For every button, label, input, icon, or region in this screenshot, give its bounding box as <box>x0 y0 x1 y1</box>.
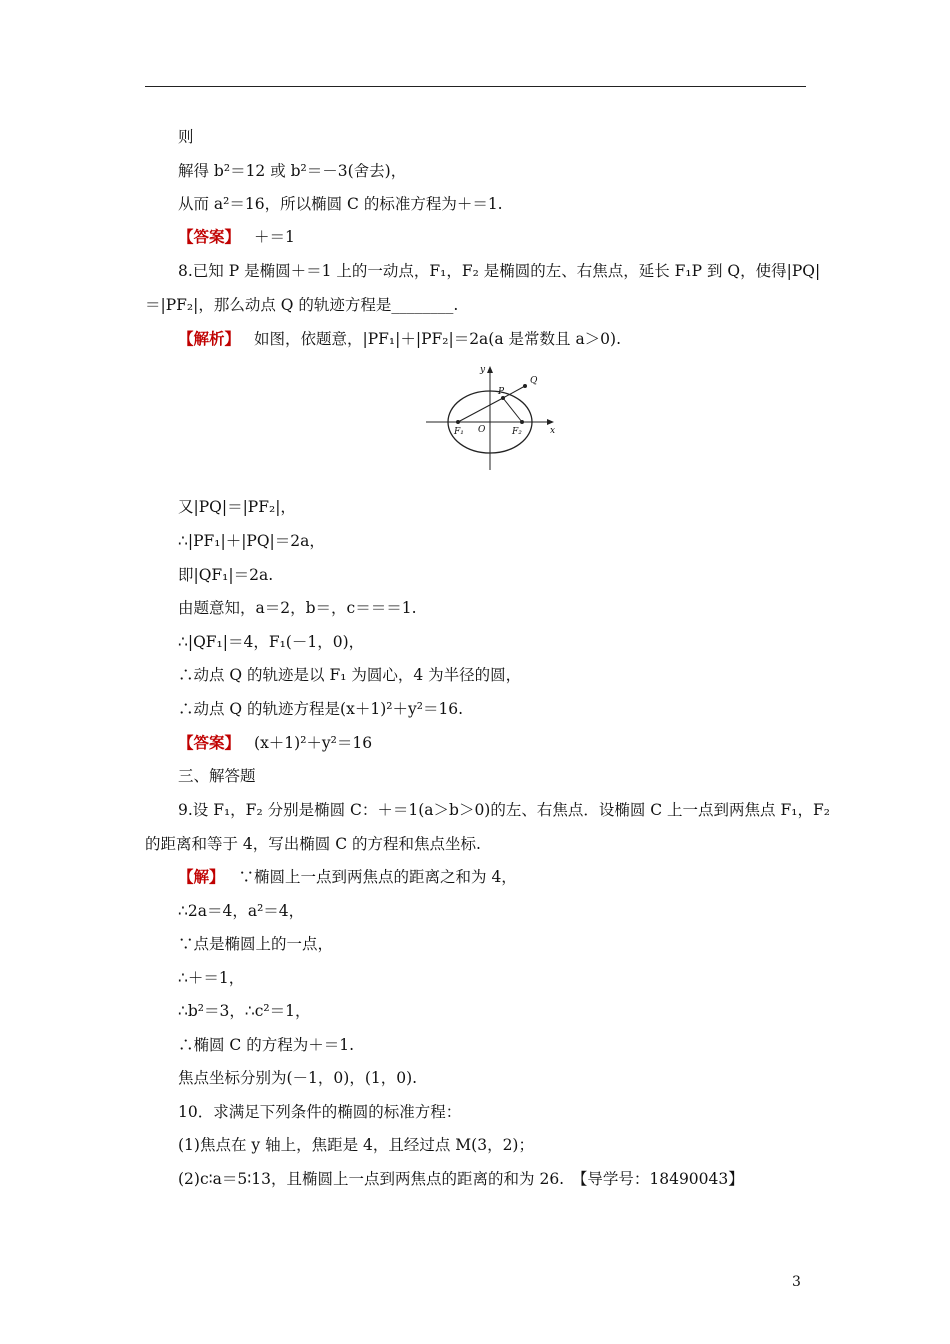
label-y: y <box>480 365 486 375</box>
x-axis-arrow <box>547 419 554 425</box>
text-line-9: ∴|PF₁|＋|PQ|＝2a， <box>178 532 325 550</box>
text-line-3: 从而 a²＝16，所以椭圆 C 的标准方程为＋＝1. <box>178 195 503 213</box>
question-8-line-2: ＝|PF₂|，那么动点 Q 的轨迹方程是________. <box>145 296 459 314</box>
answer-line-2: 【答案】 (x＋1)²＋y²＝16 <box>178 733 373 752</box>
segment-p-f2 <box>503 398 522 422</box>
answer-tag: 【答案】 <box>178 227 241 246</box>
section-heading: 三、解答题 <box>178 767 256 785</box>
text-line-2: 解得 b²＝12 或 b²＝－3(舍去)， <box>178 162 407 180</box>
solution-line: 【解】 ∵椭圆上一点到两焦点的距离之和为 4， <box>178 867 517 886</box>
text-line-10: 即|QF₁|＝2a. <box>178 566 274 584</box>
answer-line: 【答案】 ＋＝1 <box>178 227 295 246</box>
label-x: x <box>550 426 556 436</box>
text-line-1: 则 <box>178 128 194 146</box>
text-line-24: ∴椭圆 C 的方程为＋＝1. <box>178 1036 355 1054</box>
text-line-14: ∴动点 Q 的轨迹方程是(x＋1)²＋y²＝16. <box>178 700 464 718</box>
question-10-part-2: (2)c∶a＝5∶13，且椭圆上一点到两焦点的距离的和为 26. 【导学号：18490043】 <box>178 1170 744 1188</box>
header-rule <box>145 86 806 87</box>
point-q <box>523 384 527 388</box>
y-axis-arrow <box>487 366 493 373</box>
text-line-25: 焦点坐标分别为(－1，0)，(1，0). <box>178 1069 418 1087</box>
text-line-20: ∴2a＝4，a²＝4， <box>178 902 305 920</box>
question-9-line-1: 9.设 F₁，F₂ 分别是椭圆 C：＋＝1(a＞b＞0)的左、右焦点．设椭圆 C 上一点到两焦点 F₁，F₂ <box>178 801 830 819</box>
question-9-line-2: 的距离和等于 4，写出椭圆 C 的方程和焦点坐标. <box>145 835 481 853</box>
question-10-part-1: (1)焦点在 y 轴上，焦距是 4，且经过点 M(3，2)； <box>178 1136 534 1154</box>
point-f1 <box>456 420 460 424</box>
text-line-11: 由题意知，a＝2，b＝，c＝＝＝1. <box>178 599 417 617</box>
page-number: 3 <box>792 1274 801 1290</box>
text-line-13: ∴动点 Q 的轨迹是以 F₁ 为圆心，4 为半径的圆， <box>178 666 522 684</box>
text-line-23: ∴b²＝3，∴c²＝1， <box>178 1002 311 1020</box>
point-f2 <box>520 420 524 424</box>
text-line-12: ∴|QF₁|＝4，F₁(－1，0)， <box>178 633 365 651</box>
analysis-tag: 【解析】 <box>178 329 241 348</box>
text-line-8: 又|PQ|＝|PF₂|， <box>178 498 296 516</box>
question-10-line: 10．求满足下列条件的椭圆的标准方程： <box>178 1103 462 1121</box>
question-8-line-1: 8.已知 P 是椭圆＋＝1 上的一动点，F₁，F₂ 是椭圆的左、右焦点，延长 F₁P 到 Q，使得|PQ| <box>178 262 821 280</box>
ellipse-figure <box>420 362 560 472</box>
label-q: Q <box>530 376 538 386</box>
text-line-21: ∵点是椭圆上的一点， <box>178 935 334 953</box>
analysis-line: 【解析】 如图，依题意，|PF₁|＋|PF₂|＝2a(a 是常数且 a＞0). <box>178 329 622 348</box>
label-f2: F₂ <box>512 427 522 437</box>
label-p: P <box>498 387 505 397</box>
label-o: O <box>478 425 486 435</box>
answer-tag-2: 【答案】 <box>178 733 241 752</box>
text-line-22: ∴＋＝1， <box>178 969 245 987</box>
label-f1: F₁ <box>454 427 464 437</box>
segment-f1-p <box>458 398 503 422</box>
solution-tag: 【解】 <box>178 867 225 886</box>
